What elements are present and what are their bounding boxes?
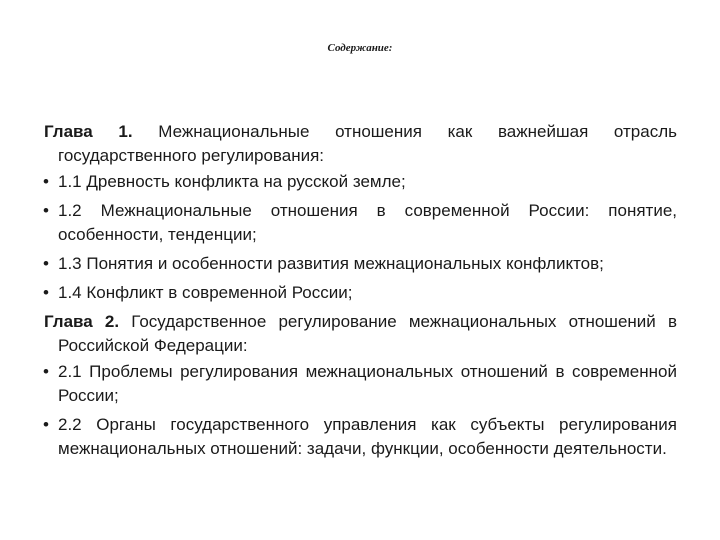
list-item (44, 360, 677, 408)
bullet-icon: • (43, 415, 49, 434)
bullet-icon: • (43, 283, 49, 302)
bullet-icon: • (43, 362, 49, 381)
list-item (44, 281, 677, 305)
list-item-text: 2.1 Проблемы регулирования межнациональных отношений в современной России; (58, 362, 677, 405)
bullet-icon: • (43, 254, 49, 273)
chapter-title: Государственное регулирование межнациональных отношений в Российской Федерации: (58, 312, 677, 355)
list-item-text: 1.3 Понятия и особенности развития межнациональных конфликтов; (58, 254, 604, 273)
chapter-2-heading (44, 310, 677, 358)
bullet-icon: • (43, 172, 49, 191)
list-item (44, 413, 677, 461)
list-item (44, 252, 677, 276)
list-item-text: 1.4 Конфликт в современной России; (58, 283, 353, 302)
table-of-contents (44, 120, 677, 466)
list-item-text: 1.2 Межнациональные отношения в современной России: понятие, особенности, тенденции; (58, 201, 677, 244)
chapter-1-heading (44, 120, 677, 168)
chapter-label: Глава 1. (44, 122, 133, 141)
list-item (44, 199, 677, 247)
list-item-text: 2.2 Органы государственного управления как субъекты регулирования межнациональных отношений: задачи, функции, особенности деятельности. (58, 415, 677, 458)
bullet-icon: • (43, 201, 49, 220)
chapter-label: Глава 2. (44, 312, 120, 331)
list-item-text: 1.1 Древность конфликта на русской земле; (58, 172, 406, 191)
slide-title: Содержание: (327, 42, 393, 54)
chapter-title: Межнациональные отношения как важнейшая отрасль государственного регулирования: (58, 122, 677, 165)
list-item (44, 170, 677, 194)
